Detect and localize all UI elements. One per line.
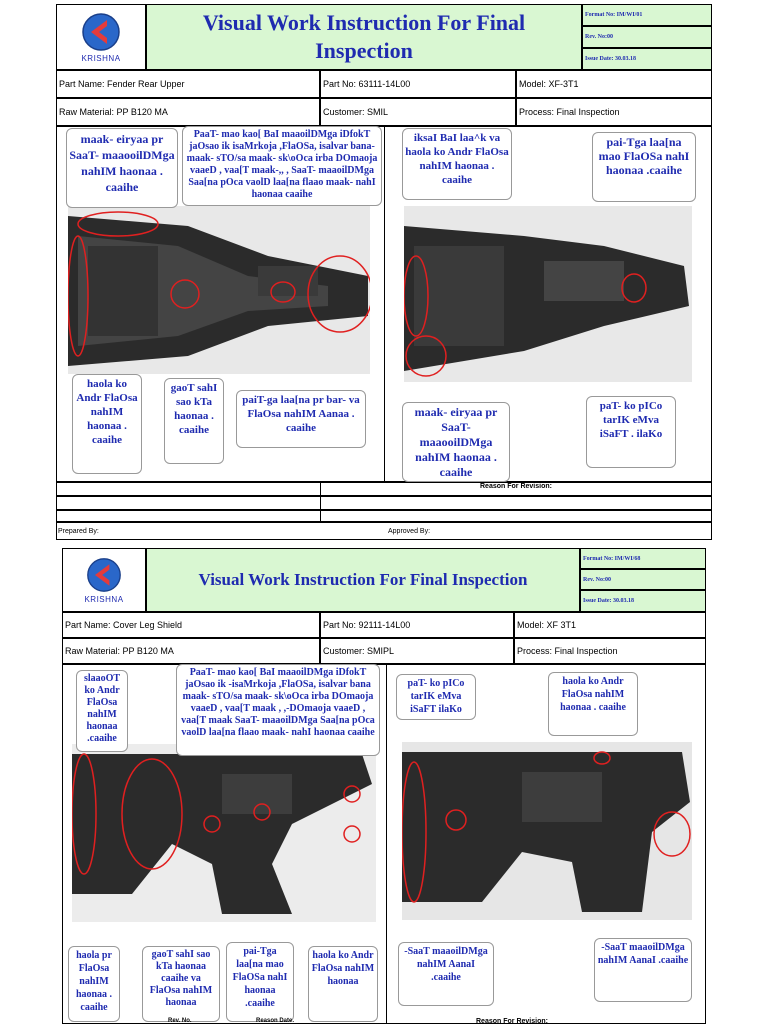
defect-note-slot: slaaoOT ko Andr FlaOsa nahIM haonaa .caaihe <box>76 670 128 752</box>
defect-note-gate: gaoT sahI sao kTa haonaa caaihe va FlaOsa nahIM haonaa <box>142 946 220 1022</box>
defect-note-parting-line: pai-Tga laa[na mao FlaOSa nahI haonaa .caaihe <box>592 132 696 202</box>
raw-material: Raw Material: PP B120 MA <box>56 98 320 126</box>
process: Process: Final Inspection <box>514 638 706 664</box>
reason-for-revision: Reason For Revision: <box>476 1018 548 1025</box>
fender-photo-left <box>68 206 370 374</box>
format-no: Format No: IM/WI/01 <box>582 4 712 26</box>
part-name: Part Name: Cover Leg Shield <box>62 612 320 638</box>
logo-label: KRISHNA <box>84 594 124 604</box>
defect-note-short-mold: -SaaT maaoilDMga nahIM AanaI .caaihe <box>398 942 494 1006</box>
defect-note-hole-2: haola ko Andr FlaOsa nahIM haonaa <box>308 946 378 1022</box>
model: Model: XF 3T1 <box>514 612 706 638</box>
logo-label: KRISHNA <box>81 53 121 63</box>
defect-note-short-mold-2: -SaaT maaoilDMga nahIM AanaI .caaihe <box>594 938 692 1002</box>
page-title: Visual Work Instruction For Final Inspection <box>146 548 580 612</box>
part-no: Part No: 63111-14L00 <box>320 70 516 98</box>
defect-note-date-shift: paT- ko pICo tarIK eMva iSaFT ilaKo <box>396 674 476 720</box>
leg-shield-photo-left <box>72 744 376 922</box>
defect-note-hole-flash: haola ko Andr FlaOsa nahIM haonaa . caaihe <box>72 374 142 474</box>
part-photo-left <box>68 206 370 374</box>
revision-row-3 <box>56 510 712 522</box>
defect-note-general: PaaT- mao kao[ BaI maaoilDMga iDfokT jaOsao ik isaMrkoja ,FlaOSa, isalvar bana- maak- sTO/sa maak- sk\oOca irba DOmaoja vaaeD , vaa[T maak-,, , SaaT- maaoilDMga Saa[na pOca vaolD laa[na flaao maak- nahI haonaa caaihe <box>182 126 382 206</box>
defect-note-gate: gaoT sahI sao kTa haonaa . caaihe <box>164 378 224 464</box>
defect-note-mark-area: maak- eiryaa pr SaaT- maaooilDMga nahIM haonaa . caaihe <box>66 128 178 208</box>
work-instruction-sheet-1 <box>56 4 712 540</box>
body-divider <box>386 664 387 1024</box>
reason-for-revision: Reason For Revision: <box>480 483 552 490</box>
prepared-by: Prepared By: <box>58 527 99 535</box>
krishna-logo-icon <box>86 557 122 593</box>
defect-note-lock-hole: iksaI BaI laa^k va haola ko Andr FlaOsa nahIM haonaa . caaihe <box>402 128 512 200</box>
krishna-logo <box>56 4 146 70</box>
body-divider <box>384 126 385 482</box>
raw-material: Raw Material: PP B120 MA <box>62 638 320 664</box>
customer: Customer: SMIL <box>320 98 516 126</box>
krishna-logo-icon <box>81 12 121 52</box>
defect-note-parting-burr: paiT-ga laa[na pr bar- va FlaOsa nahIM Aanaa . caaihe <box>236 390 366 448</box>
defect-note-date-shift: paT- ko pICo tarIK eMva iSaFT . ilaKo <box>586 396 676 468</box>
rev-no-column: Rev. No. <box>168 1018 192 1024</box>
format-no: Format No: IM/WI/68 <box>580 548 706 569</box>
approved-by: Approved By: <box>388 527 431 535</box>
defect-note-hole: haola pr FlaOsa nahIM haonaa . caaihe <box>68 946 120 1022</box>
part-no: Part No: 92111-14L00 <box>320 612 514 638</box>
page-title: Visual Work Instruction For Final Inspection <box>146 4 582 70</box>
defect-note-general: PaaT- mao kao[ BaI maaoilDMga iDfokT jaOsao ik -isaMrkoja ,FlaOSa, isalvar bana maak- sTO/sa maak- sk\oOca irba DOmaoja vaaeD , vaa[T maak , ,-DOmaoja vaaeD , vaa[T maak SaaT- maaoilDMga Saa[na pOca vaolD laa[na flaao maak- nahI haonaa caaihe <box>176 664 380 756</box>
process: Process: Final Inspection <box>516 98 712 126</box>
reason-date-column: Reason Date. <box>256 1018 295 1024</box>
rev-no: Rev. No:00 <box>580 569 706 590</box>
rev-no: Rev. No:00 <box>582 26 712 48</box>
krishna-logo <box>62 548 146 612</box>
revision-row-1 <box>56 482 712 496</box>
part-photo-right <box>404 206 692 382</box>
part-photo-right <box>402 742 692 920</box>
work-instruction-sheet-2 <box>62 548 706 1024</box>
model: Model: XF-3T1 <box>516 70 712 98</box>
part-name: Part Name: Fender Rear Upper <box>56 70 320 98</box>
leg-shield-photo-right <box>402 742 692 920</box>
customer: Customer: SMIPL <box>320 638 514 664</box>
revision-row-2 <box>56 496 712 510</box>
issue-date: Issue Date: 30.03.18 <box>580 590 706 612</box>
issue-date: Issue Date: 30.03.18 <box>582 48 712 70</box>
defect-note-mark-area-2: maak- eiryaa pr SaaT- maaooilDMga nahIM haonaa . caaihe <box>402 402 510 482</box>
fender-photo-right <box>404 206 692 382</box>
part-photo-left <box>72 744 376 922</box>
defect-note-parting-line: pai-Tga laa[na mao FlaOSa nahI haonaa .caaihe <box>226 942 294 1022</box>
defect-note-hole-flash: haola ko Andr FlaOsa nahIM haonaa . caaihe <box>548 672 638 736</box>
revision-col-divider <box>320 482 321 522</box>
